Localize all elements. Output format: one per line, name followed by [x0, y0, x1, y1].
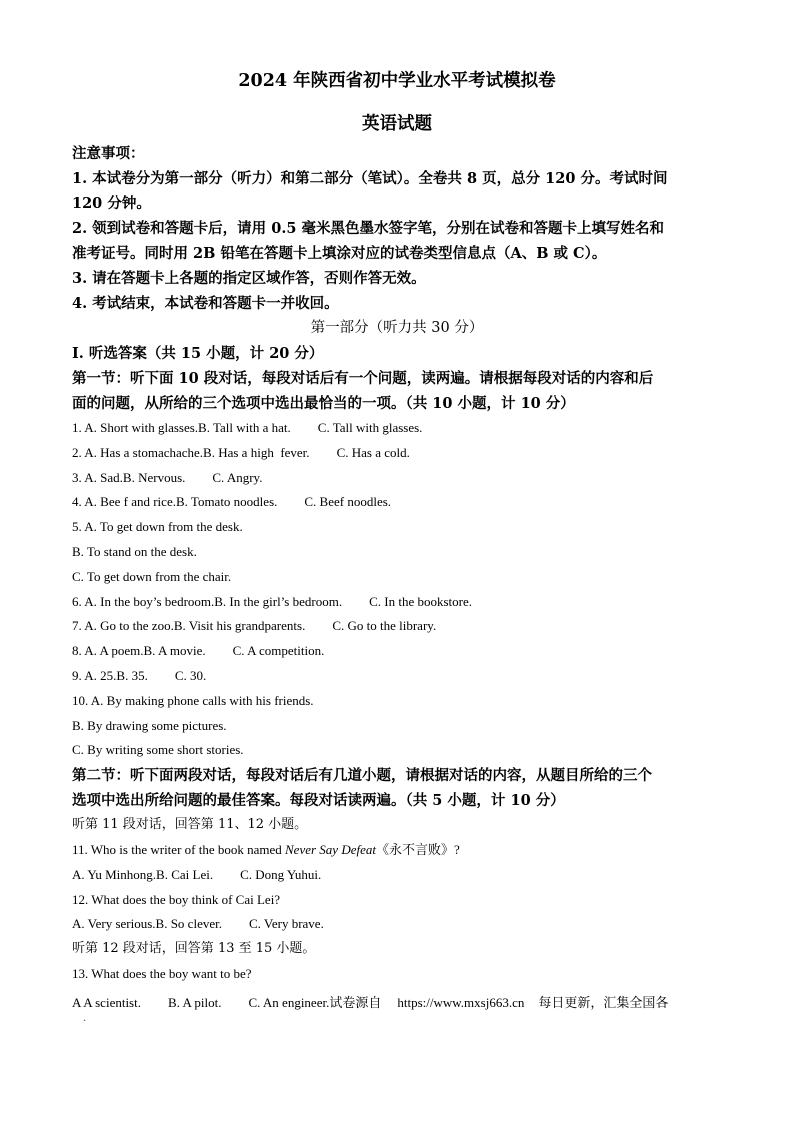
- watermark-tail: 每日更新，汇集全国各: [538, 995, 669, 1011]
- note-line-3: 2. 领到试卷和答题卡后，请用 0.5 毫米黑色墨水签字笔，分别在试卷和答题卡上填写姓名和: [72, 220, 665, 237]
- question-13-options: A A scientist. B. A pilot. C. An engineer.试卷源自 https://www.mxsj663.cn 每日更新，汇集全国各: [72, 994, 669, 1011]
- exam-subtitle: 英语试题: [362, 114, 432, 134]
- question-5-option-b: B. To stand on the desk.: [72, 543, 197, 559]
- sub1-instructions-line2: 面的问题，从所给的三个选项中选出最恰当的一项。（共 10 小题，计 10 分）: [72, 395, 575, 412]
- question-5-option-c: C. To get down from the chair.: [72, 568, 232, 584]
- dialog-12-instruction: 听第 12 段对话，回答第 13 至 15 小题。: [72, 941, 316, 957]
- question-10-option-c: C. By writing some short stories.: [72, 742, 244, 758]
- note-line-2: 120 分钟。: [72, 195, 151, 212]
- question-5-option-a: 5. A. To get down from the desk.: [72, 519, 243, 535]
- sub1-instructions-line1: 第一节：听下面 10 段对话，每段对话后有一个问题，读两遍。请根据每段对话的内容和后: [72, 370, 654, 387]
- watermark-text: 试卷源自: [329, 995, 382, 1011]
- dialog-11-instruction: 听第 11 段对话，回答第 11、12 小题。: [72, 817, 308, 833]
- question-12-options: A. Very serious.B. So clever. C. Very brave.: [72, 916, 324, 932]
- sub2-instructions-line2: 选项中选出所给问题的最佳答案。每段对话读两遍。（共 5 小题，计 10 分）: [72, 792, 565, 810]
- section-title: I. 听选答案（共 15 小题，计 20 分）: [72, 345, 324, 362]
- note-line-6: 4. 考试结束，本试卷和答题卡一并收回。: [72, 295, 339, 312]
- book-title: Never Say Defeat: [285, 841, 376, 857]
- watermark-url[interactable]: https://www.mxsj663.cn: [397, 994, 525, 1010]
- question-7: 7. A. Go to the zoo.B. Visit his grandparents. C. Go to the library.: [72, 618, 437, 634]
- question-2: 2. A. Has a stomachache.B. Has a high fever. C. Has a cold.: [72, 444, 410, 460]
- question-11-options: A. Yu Minhong.B. Cai Lei. C. Dong Yuhui.: [72, 866, 322, 882]
- exam-page: [72, 70, 722, 1017]
- sub2-instructions-line1: 第二节：听下面两段对话，每段对话后有几道小题，请根据对话的内容，从题目所给的三个: [72, 767, 652, 785]
- question-3: 3. A. Sad.B. Nervous. C. Angry.: [72, 469, 263, 485]
- note-line-5: 3. 请在答题卡上各题的指定区域作答，否则作答无效。: [72, 270, 426, 287]
- question-9: 9. A. 25.B. 35. C. 30.: [72, 667, 207, 683]
- note-line-1: 1. 本试卷分为第一部分（听力）和第二部分（笔试）。全卷共 8 页，总分 120 分。考试时间: [72, 170, 668, 187]
- notes-heading: 注意事项：: [72, 145, 145, 162]
- question-4: 4. A. Bee f and rice.B. Tomato noodles. C. Beef noodles.: [72, 494, 392, 510]
- note-line-4: 准考证号。同时用 2B 铅笔在答题卡上填涂对应的试卷类型信息点（A、B 或 C）。: [72, 245, 607, 262]
- question-12: 12. What does the boy think of Cai Lei?: [72, 891, 281, 907]
- question-6: 6. A. In the boy’s bedroom.B. In the girl’s bedroom. C. In the bookstore.: [72, 593, 472, 609]
- question-8: 8. A. A poem.B. A movie. C. A competition.: [72, 643, 325, 659]
- exam-title: 2024 年陕西省初中学业水平考试模拟卷: [238, 71, 556, 91]
- question-10-option-b: B. By drawing some pictures.: [72, 717, 227, 733]
- part1-heading: 第一部分（听力共 30 分）: [310, 320, 484, 336]
- question-11: 11. Who is the writer of the book named Never Say Defeat《永不言败》?: [72, 841, 460, 857]
- question-10-option-a: 10. A. By making phone calls with his friends.: [72, 692, 314, 708]
- stray-mark: ·: [83, 1016, 87, 1027]
- question-13: 13. What does the boy want to be?: [72, 965, 252, 981]
- question-1: 1. A. Short with glasses.B. Tall with a hat. C. Tall with glasses.: [72, 420, 423, 435]
